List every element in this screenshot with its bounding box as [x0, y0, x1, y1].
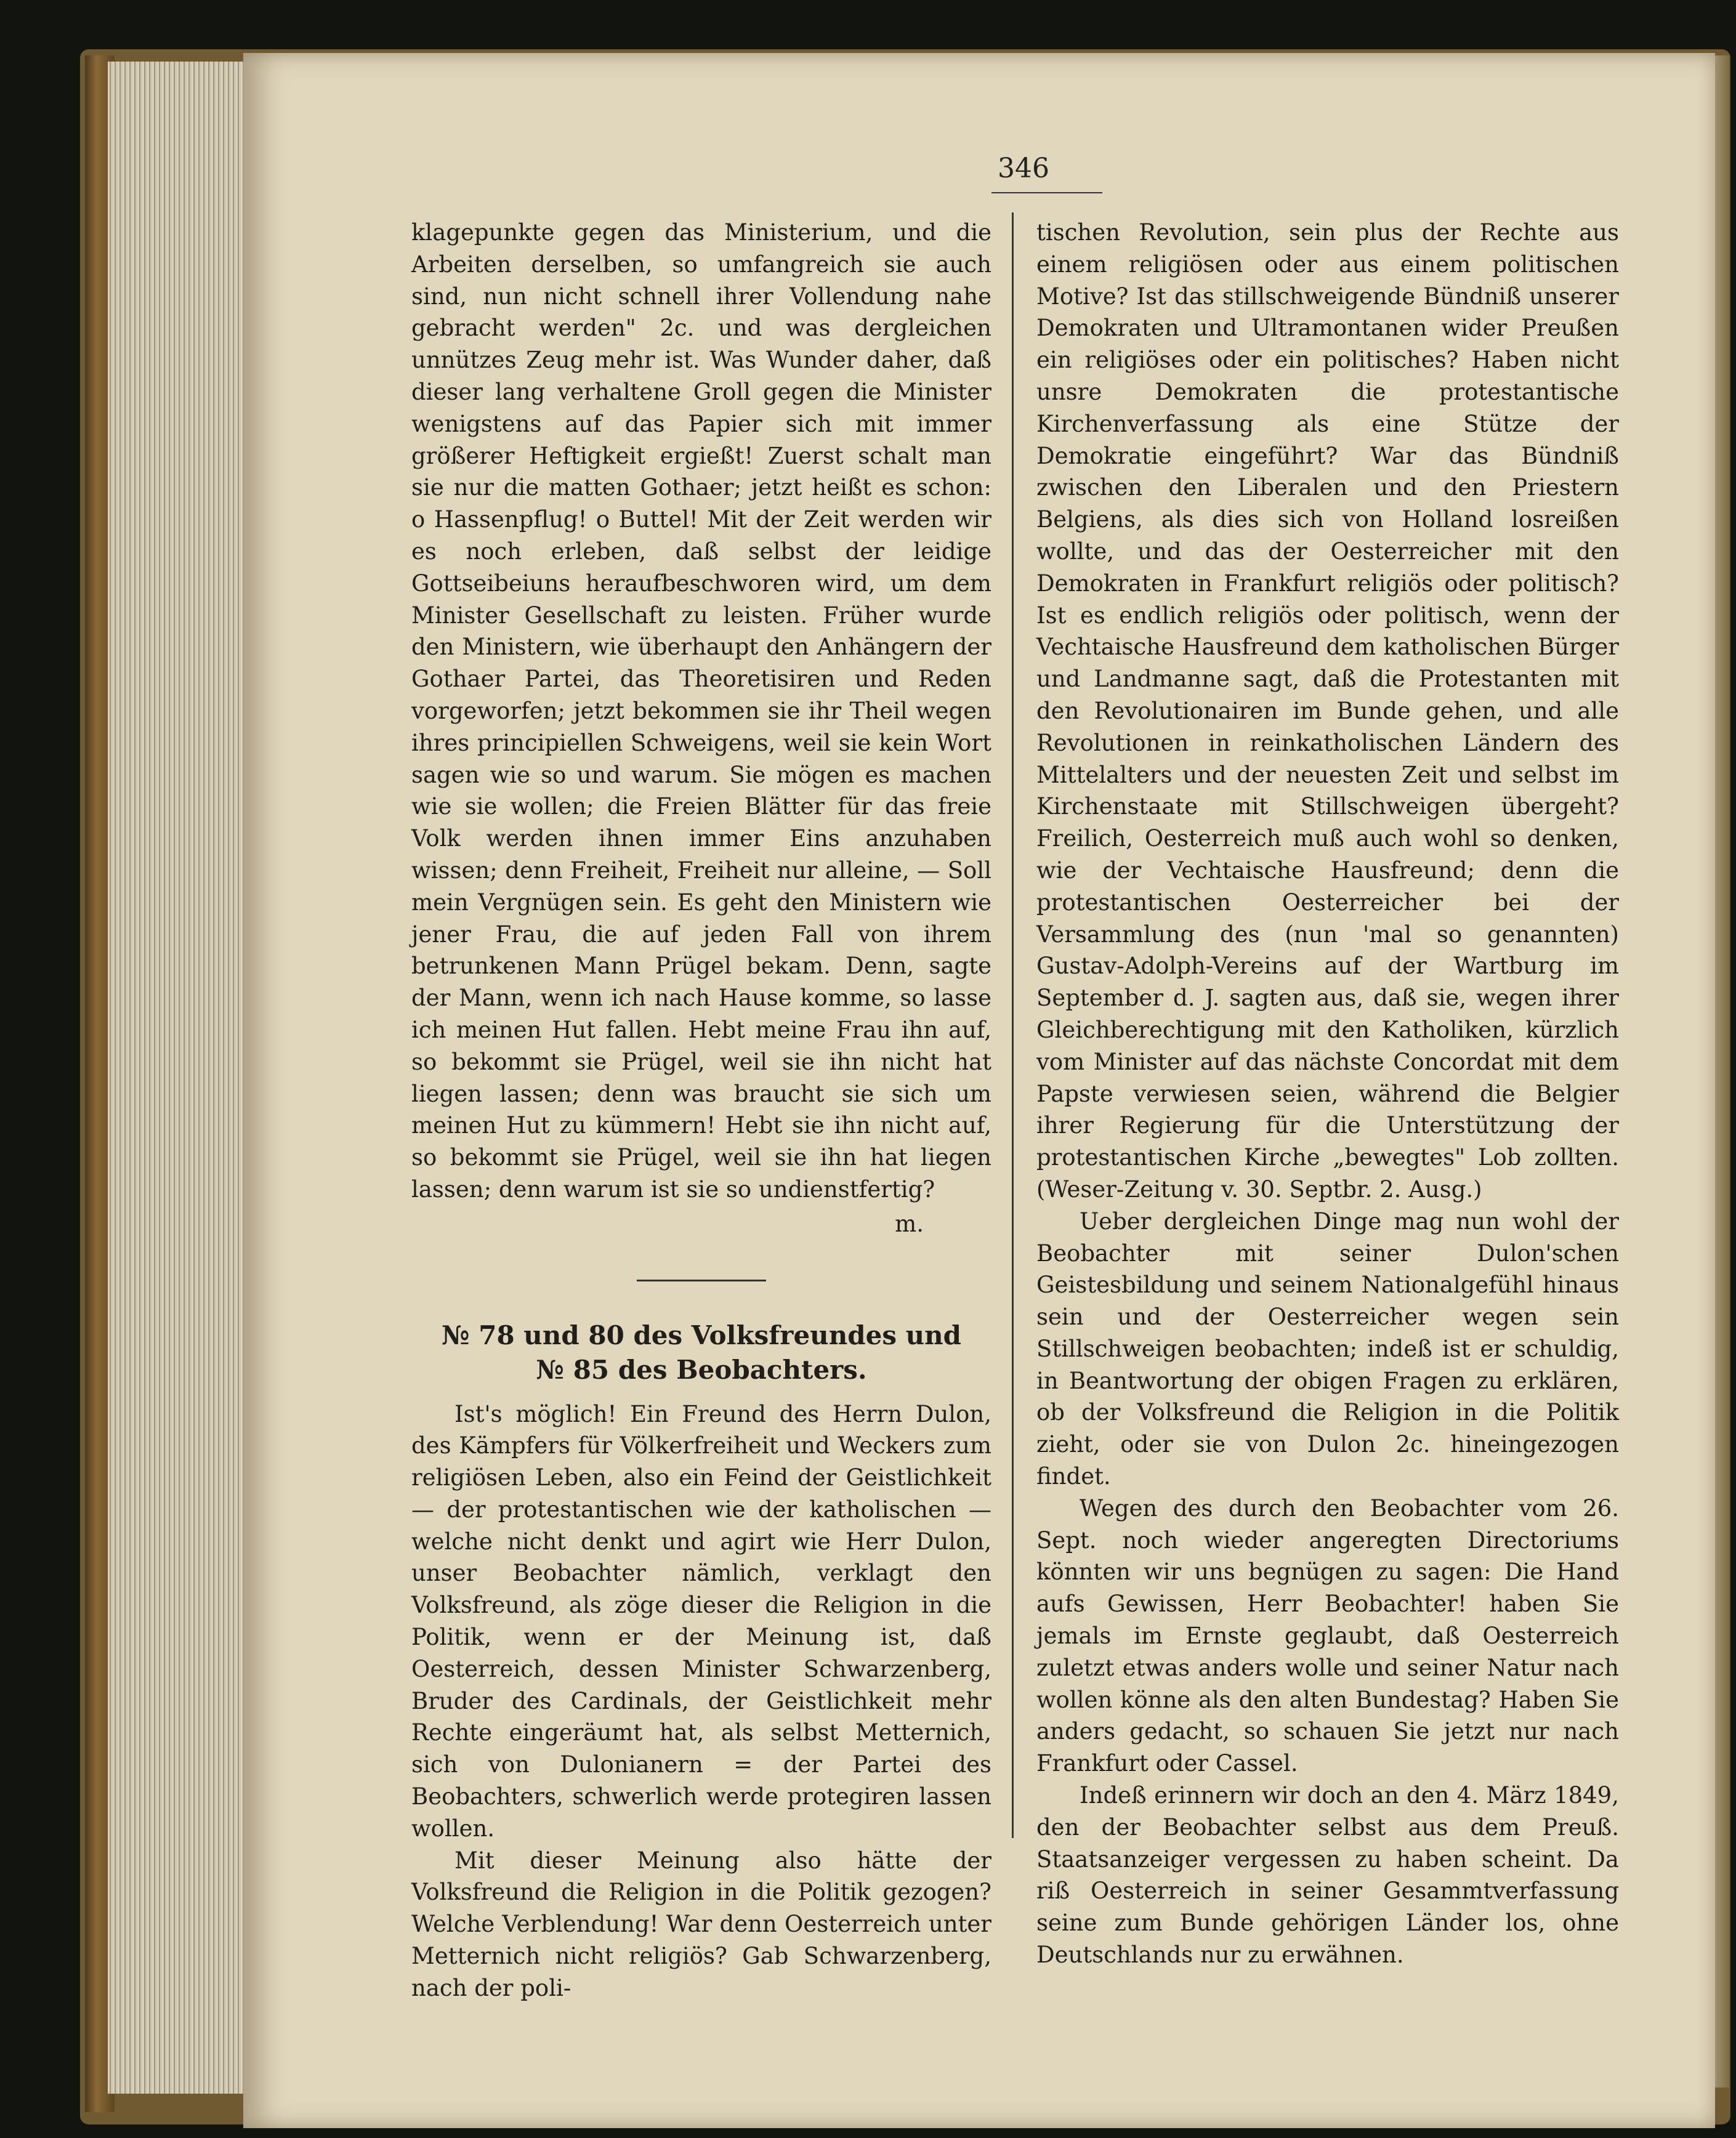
left-paragraph-2: Ist's möglich! Ein Freund des Herrn Dulon, des Kämpfers für Völkerfreiheit und Weckers zum religiösen Leben, also ein Feind der Geistlichkeit — der protestantischen wie der katholischen — welche nicht denkt und agirt wie Herr Dulon, unser Beobachter nämlich, verklagt den Volksfreund, als zöge dieser die Religion in die Politik, wenn er der Meinung ist, daß Oesterreich, dessen Minister Schwarzenberg, Bruder des Cardinals, der Geistlichkeit mehr Rechte eingeräumt hat, als selbst Metternich, sich von Dulonianern = der Partei des Beobachters, schwerlich werde protegiren lassen wollen. — [411, 1400, 991, 1842]
article-signature: m. — [895, 1210, 924, 1237]
column-separator — [1012, 212, 1014, 1838]
left-paragraph-3: Mit dieser Meinung also hätte der Volksfreund die Religion in die Politik gezogen? Welche Verblendung! War denn Oesterreich unter Metternich nicht religiös? Gab Schwarzenberg, nach der poli- — [411, 1847, 991, 2001]
section-heading — [411, 1318, 991, 1387]
page-number: 346 — [998, 153, 1049, 184]
section-heading-line-1: № 78 und 80 des Volksfreundes und — [441, 1320, 962, 1350]
page-edges-stack — [108, 62, 249, 2094]
section-divider — [637, 1280, 766, 1281]
right-paragraph-3: Wegen des durch den Beobachter vom 26. Sept. noch wieder angeregten Directoriums könnten wir uns begnügen zu sagen: Die Hand aufs Gewissen, Herr Beobachter! haben Sie jemals im Ernste geglaubt, daß Oesterreich zuletzt etwas anders wolle und seiner Natur nach wollen könne als den alten Bundestag? Haben Sie anders gedacht, so schauen Sie jetzt nur nach Frankfurt oder Cassel. — [1036, 1495, 1619, 1777]
right-column — [1036, 217, 1619, 1971]
left-column — [411, 217, 991, 2004]
header-rule — [991, 192, 1102, 193]
left-paragraph-1: klagepunkte gegen das Ministerium, und die Arbeiten derselben, so umfangreich sie auch sind, nun nicht schnell ihrer Vollendung nahe gebracht werden" 2c. und was dergleichen unnützes Zeug mehr ist. Was Wunder daher, daß dieser lang verhaltene Groll gegen die Minister wenigstens auf das Papier sich mit immer größerer Heftigkeit ergießt! Zuerst schalt man sie nur die matten Gothaer; jetzt heißt es schon: o Hassenpflug! o Buttel! Mit der Zeit werden wir es noch erleben, daß selbst der leidige Gottseibeiuns heraufbeschworen wird, um dem Minister Gesellschaft zu leisten. Früher wurde den Ministern, wie überhaupt den Anhängern der Gothaer Partei, das Theoretisiren und Reden vorgeworfen; jetzt bekommen sie ihr Theil wegen ihres principiellen Schweigens, weil sie kein Wort sagen wie so und warum. Sie mögen es machen wie sie wollen; die Freien Blätter für das freie Volk werden ihnen immer Eins anzuhaben wissen; denn Freiheit, Freiheit nur alleine, — Soll mein Vergnügen sein. Es geht den Ministern wie jener Frau, die auf jeden Fall von ihrem betrunkenen Mann Prügel bekam. Denn, sagte der Mann, wenn ich nach Hause komme, so lasse ich meinen Hut fallen. Hebt meine Frau ihn auf, so bekommt sie Prügel, weil sie ihn nicht hat liegen lassen; denn was braucht sie sich um meinen Hut zu kümmern! Hebt sie ihn nicht auf, so bekommt sie Prügel, weil sie ihn hat liegen lassen; denn warum ist sie so undienstfertig? — [411, 219, 991, 1203]
right-paragraph-4: Indeß erinnern wir doch an den 4. März 1849, den der Beobachter selbst aus dem Preuß. Staatsanzeiger vergessen zu haben scheint. Da riß Oesterreich in seiner Gesammtverfassung seine zum Bunde gehörigen Länder los, ohne Deutschlands nur zu erwähnen. — [1036, 1782, 1619, 1969]
right-paragraph-2: Ueber dergleichen Dinge mag nun wohl der Beobachter mit seiner Dulon'schen Geistesbildung und seinem Nationalgefühl hinaus sein und der Oesterreicher wegen sein Stillschweigen beobachten; indeß ist er schuldig, in Beantwortung der obigen Fragen zu erklären, ob der Volksfreund die Religion in die Politik zieht, oder sie von Dulon 2c. hineingezogen findet. — [1036, 1208, 1619, 1490]
section-heading-line-2: № 85 des Beobachters. — [536, 1354, 867, 1385]
right-paragraph-1: tischen Revolution, sein plus der Rechte aus einem religiösen oder aus einem politischen Motive? Ist das stillschweigende Bündniß unserer Demokraten und Ultramontanen wider Preußen ein religiöses oder ein politisches? Haben nicht unsre Demokraten die protestantische Kirchenverfassung als eine Stütze der Demokratie eingeführt? War das Bündniß zwischen den Liberalen und den Priestern Belgiens, als dies sich von Holland losreißen wollte, und das der Oesterreicher mit den Demokraten in Frankfurt religiös oder politisch? Ist es endlich religiös oder politisch, wenn der Vechtaische Hausfreund dem katholischen Bürger und Landmanne sagt, daß die Protestanten mit den Revolutionairen im Bunde gehen, und alle Revolutionen in reinkatholischen Ländern des Mittelalters und der neuesten Zeit und selbst im Kirchenstaate mit Stillschweigen übergeht? Freilich, Oesterreich muß auch wohl so denken, wie der Vechtaische Hausfreund; denn die protestantischen Oesterreicher bei der Versammlung des (nun 'mal so genannten) Gustav-Adolph-Vereins auf der Wartburg im September d. J. sagten aus, daß sie, wegen ihrer Gleichberechtigung mit den Katholiken, kürzlich vom Minister auf das nächste Concordat mit dem Papste verwiesen seien, während die Belgier ihrer Regierung für die Unterstützung der protestantischen Kirche „bewegtes" Lob zollten. (Weser-Zeitung v. 30. Septbr. 2. Ausg.) — [1036, 219, 1619, 1203]
